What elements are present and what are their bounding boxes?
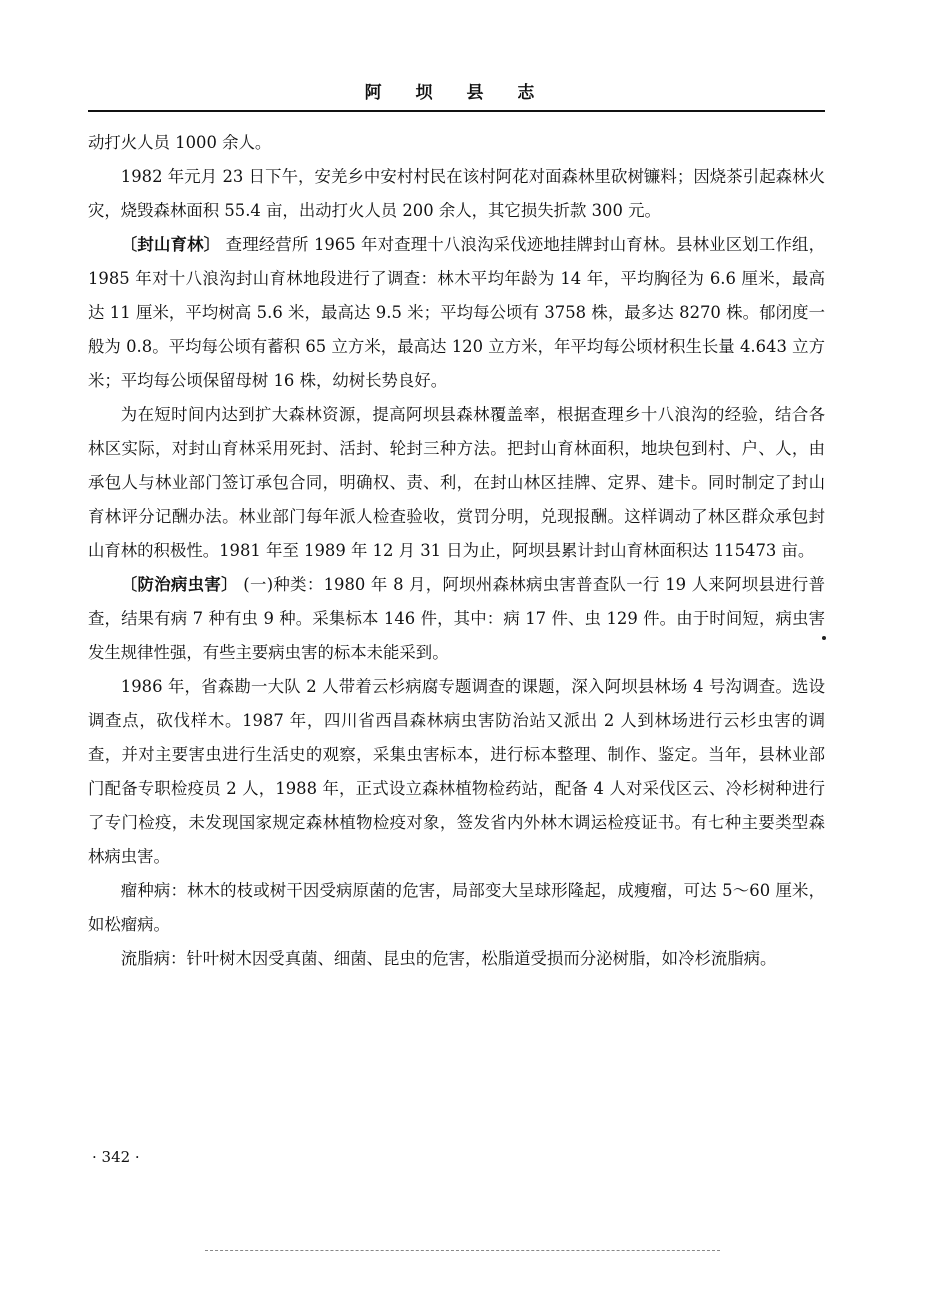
paragraph-3: 〔封山育林〕 查理经营所 1965 年对查理十八浪沟采伐迹地挂牌封山育林。县林业区划工作组，1985 年对十八浪沟封山育林地段进行了调查：林木平均年龄为 14 年，平均胸径为 6.6 厘米，最高达 11 厘米，平均树高 5.6 米，最高达 9.5 米；平均每公顷有 3758 株，最多达 8270 株。郁闭度一般为 0.8。平均每公顷有蓄积 65 立方米，最高达 120 立方米，年平均每公顷材积生长量 4.643 立方米；平均每公顷保留母树 16 株，幼树长势良好。: [88, 235, 826, 390]
paragraph-2: 1982 年元月 23 日下午，安羌乡中安村村民在该村阿花对面森林里砍树镰料；因烧茶引起森林火灾，烧毁森林面积 55.4 亩，出动打火人员 200 余人，其它损失折款 300 元。: [88, 167, 825, 220]
section-heading-closure-afforestation: 〔封山育林〕: [120, 235, 221, 254]
body-text: [88, 126, 825, 976]
scan-speck: [822, 636, 826, 640]
paragraph-4: 为在短时间内达到扩大森林资源，提高阿坝县森林覆盖率，根据查理乡十八浪沟的经验，结合各林区实际，对封山育林采用死封、活封、轮封三种方法。把封山育林面积，地块包到村、户、人，由承包人与林业部门签订承包合同，明确权、责、利，在封山林区挂牌、定界、建卡。同时制定了封山育林评分记酬办法。林业部门每年派人检查验收，赏罚分明，兑现报酬。这样调动了林区群众承包封山育林的积极性。1981 年至 1989 年 12 月 31 日为止，阿坝县累计封山育林面积达 115473 亩。: [88, 405, 825, 560]
scan-artifact-line: [205, 1250, 720, 1251]
section-heading-pest-control: 〔防治病虫害〕: [120, 575, 238, 594]
paragraph-6: 1986 年，省森勘一大队 2 人带着云杉病腐专题调查的课题，深入阿坝县林场 4 号沟调查。选设调查点，砍伐样木。1987 年，四川省西昌森林病虫害防治站又派出 2 人到林场进行云杉虫害的调查，并对主要害虫进行生活史的观察，采集虫害标本，进行标本整理、制作、鉴定。当年，县林业部门配备专职检疫员 2 人，1988 年，正式设立森林植物检药站，配备 4 人对采伐区云、冷杉树种进行了专门检疫，未发现国家规定森林植物检疫对象，签发省内外林木调运检疫证书。有七种主要类型森林病虫害。: [88, 677, 825, 866]
page-number: · 342 ·: [92, 1148, 140, 1166]
running-header: 阿 坝 县 志: [364, 83, 549, 103]
paragraph-5: 〔防治病虫害〕 (一)种类：1980 年 8 月，阿坝州森林病虫害普查队一行 19 人来阿坝县进行普查，结果有病 7 种有虫 9 种。采集标本 146 件，其中：病 17 件、虫 129 件。由于时间短，病虫害发生规律性强，有些主要病虫害的标本未能采到。: [88, 575, 826, 662]
paragraph-1: 动打火人员 1000 余人。: [88, 133, 272, 152]
paragraph-8: 流脂病：针叶树木因受真菌、细菌、昆虫的危害，松脂道受损而分泌树脂，如冷杉流脂病。: [120, 949, 777, 968]
header-rule: [88, 110, 825, 112]
paragraph-7: 瘤种病：林木的枝或树干因受病原菌的危害，局部变大呈球形隆起，成瘦瘤，可达 5～60 厘米，如松瘤病。: [88, 881, 825, 934]
